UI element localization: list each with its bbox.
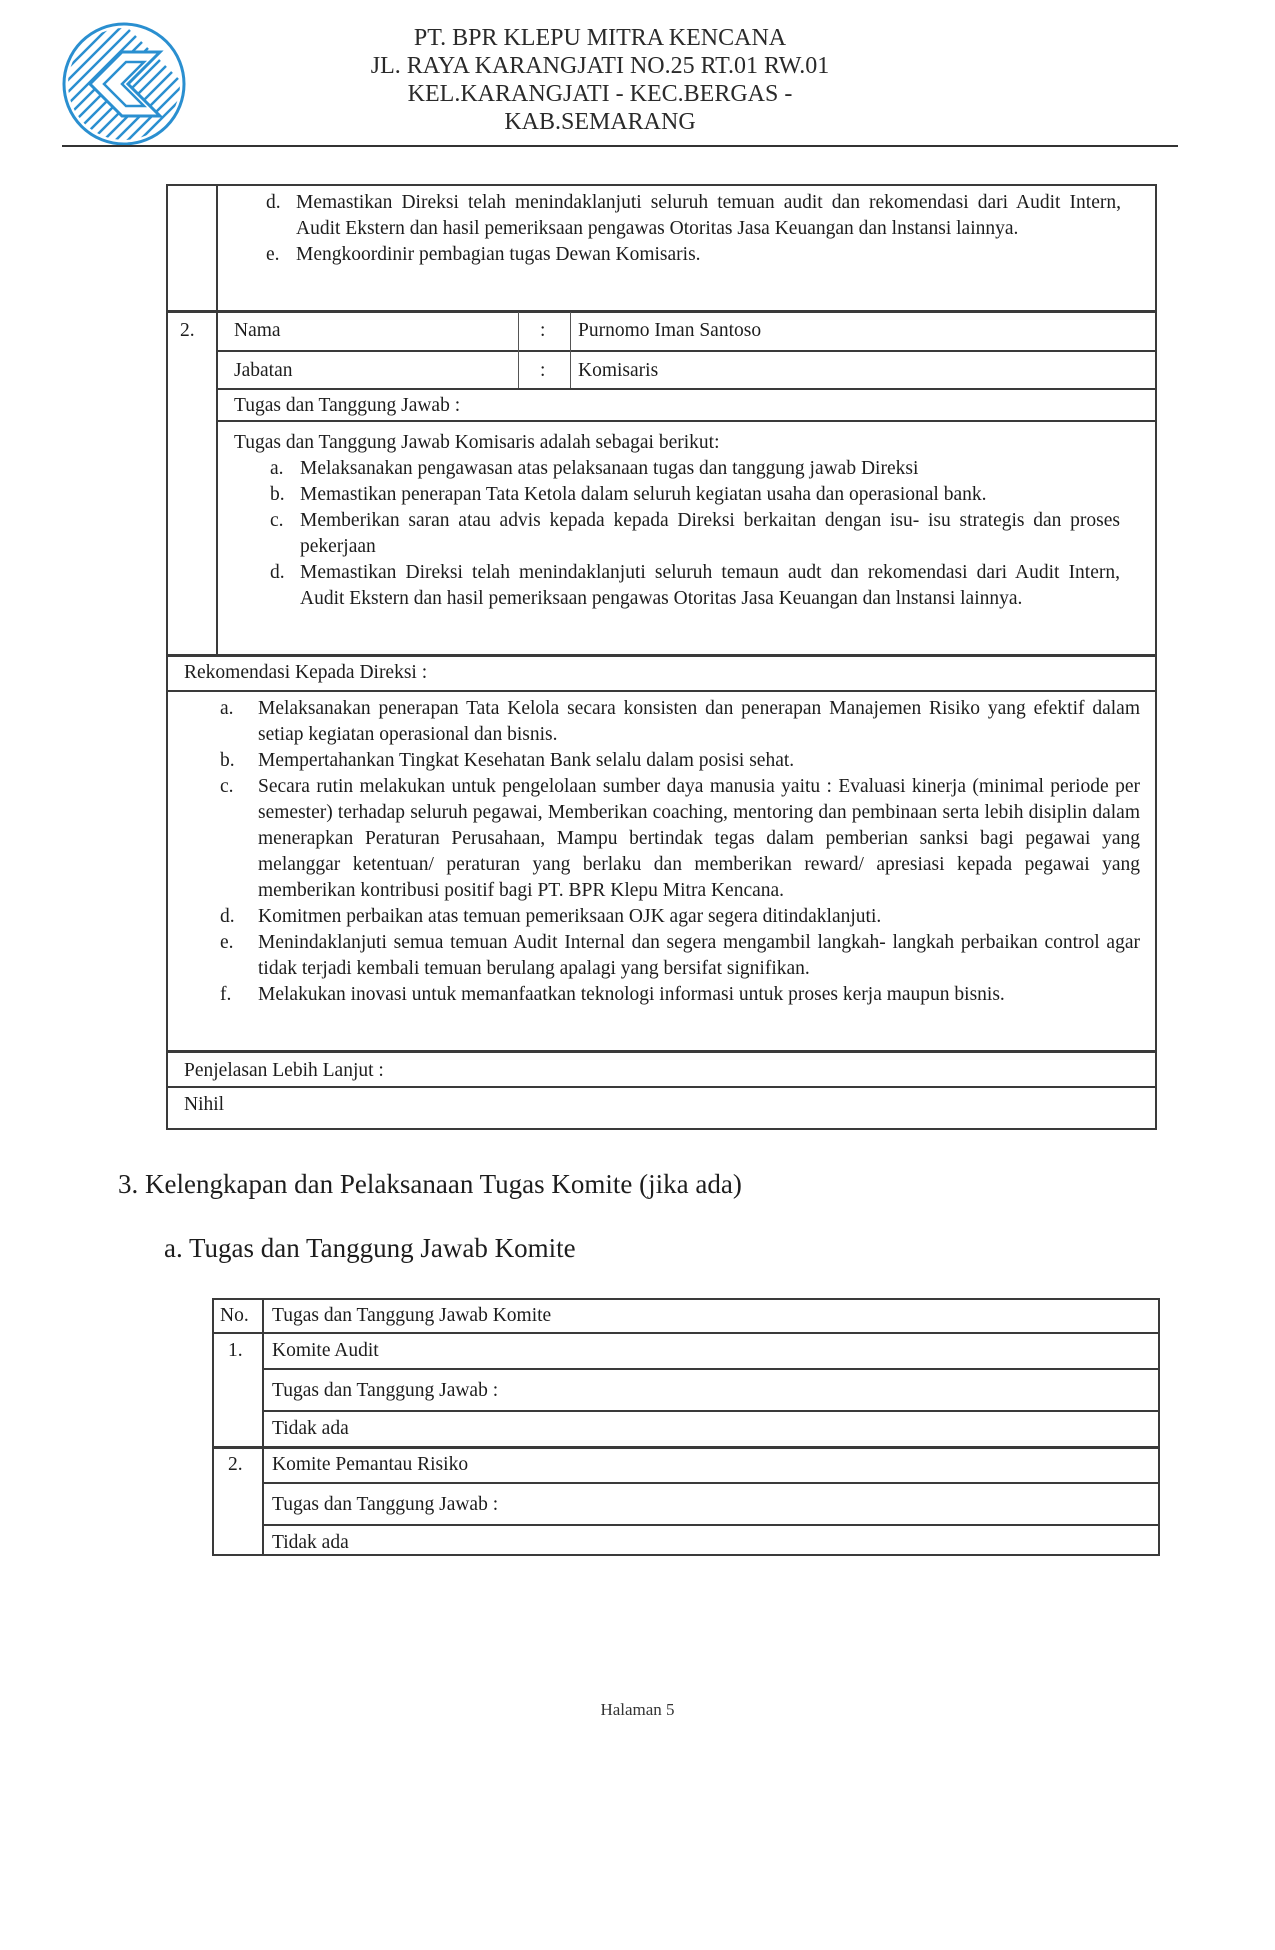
item-marker: d. (266, 192, 281, 213)
address-line-1: JL. RAYA KARANGJATI NO.25 RT.01 RW.01 (370, 53, 830, 79)
table-header-no: No. (220, 1305, 249, 1326)
row-divider (262, 1482, 1160, 1484)
section-3-title: 3. Kelengkapan dan Pelaksanaan Tugas Komite (jika ada) (118, 1169, 742, 1199)
column-divider (570, 312, 571, 388)
row-divider (262, 1524, 1160, 1526)
item-text: Memastikan Direksi telah menindaklanjuti seluruh temuan audit dan rekomendasi dari Audit Intern, Audit Ekstern dan hasil pemeriksaan pengawas Otoritas Jasa Keuangan dan lnstansi lainnya. (296, 192, 1121, 239)
item-text: Melakukan inovasi untuk memanfaatkan teknologi informasi untuk proses kerja maupun bisnis. (258, 984, 1005, 1005)
committee-duties-label: Tugas dan Tanggung Jawab : (272, 1494, 499, 1515)
recommendations-list (220, 696, 1140, 1008)
row-number: 1. (228, 1340, 243, 1361)
table-header-title: Tugas dan Tanggung Jawab Komite (272, 1305, 552, 1326)
row-divider (262, 1410, 1160, 1412)
item-marker: b. (220, 750, 235, 771)
jabatan-value: Komisaris (578, 360, 659, 381)
name-value: Purnomo Iman Santoso (578, 320, 762, 341)
page-number: Halaman 5 (600, 1700, 675, 1719)
company-name: PT. BPR KLEPU MITRA KENCANA (413, 25, 787, 51)
list-item (270, 508, 1120, 560)
number-column-divider (216, 184, 218, 654)
committee-name: Komite Audit (272, 1340, 379, 1361)
row-divider (166, 1086, 1157, 1088)
jabatan-colon: : (540, 360, 546, 381)
row-number: 2. (228, 1454, 243, 1475)
list-item (266, 190, 1121, 242)
duties-intro: Tugas dan Tanggung Jawab Komisaris adalah sebagai berikut: (234, 432, 720, 453)
address-line-3: KAB.SEMARANG (504, 109, 696, 135)
item-text: Memberikan saran atau advis kepada kepada Direksi berkaitan dengan isu- isu strategis dan proses pekerjaan (300, 510, 1120, 557)
section-3a-subtitle: a. Tugas dan Tanggung Jawab Komite (164, 1233, 576, 1263)
committee-duties-value: Tidak ada (272, 1532, 349, 1553)
list-item (220, 982, 1140, 1008)
list-item (270, 482, 1120, 508)
jabatan-label: Jabatan (234, 360, 293, 381)
row-divider (212, 1446, 1160, 1449)
list-item (220, 774, 1140, 904)
item-marker: a. (270, 458, 284, 479)
no-column-divider (262, 1298, 264, 1556)
item-text: Komitmen perbaikan atas temuan pemeriksaan OJK agar segera ditindaklanjuti. (258, 906, 882, 927)
section-divider (166, 654, 1157, 657)
item-marker: d. (270, 562, 285, 583)
list-item (270, 560, 1120, 612)
list-item (220, 930, 1140, 982)
table-header-divider (212, 1332, 1160, 1334)
section-divider (166, 1050, 1157, 1053)
member-number: 2. (180, 320, 195, 341)
list-item (270, 456, 1120, 482)
item-text: Memastikan penerapan Tata Ketola dalam seluruh kegiatan usaha dan operasional bank. (300, 484, 987, 505)
header-rule (62, 145, 1178, 147)
list-item (220, 904, 1140, 930)
duties-label: Tugas dan Tanggung Jawab : (234, 395, 461, 416)
duties-list (270, 456, 1120, 612)
row-divider (166, 310, 1157, 313)
item-text: Menindaklanjuti semua temuan Audit Internal dan segera mengambil langkah- langkah perbaikan control agar tidak terjadi kembali temuan berulang apalagi yang bersifat signifikan. (258, 932, 1140, 979)
row-divider (216, 388, 1157, 390)
item-text: Mempertahankan Tingkat Kesehatan Bank selalu dalam posisi sehat. (258, 750, 795, 771)
item-marker: b. (270, 484, 285, 505)
list-item (220, 696, 1140, 748)
column-divider (518, 312, 519, 388)
item-text: Melaksanakan pengawasan atas pelaksanaan tugas dan tanggung jawab Direksi (300, 458, 919, 479)
committee-name: Komite Pemantau Risiko (272, 1454, 469, 1475)
item-marker: c. (270, 510, 284, 531)
top-items (266, 190, 1121, 268)
address-line-2: KEL.KARANGJATI - KEC.BERGAS - (407, 81, 793, 107)
name-label: Nama (234, 320, 281, 341)
row-divider (262, 1368, 1160, 1370)
item-text: Mengkoordinir pembagian tugas Dewan Komisaris. (296, 244, 701, 265)
item-marker: c. (220, 776, 234, 797)
row-divider (166, 690, 1157, 692)
row-divider (216, 420, 1157, 422)
item-marker: d. (220, 906, 235, 927)
item-marker: e. (266, 244, 280, 265)
company-header (0, 24, 1200, 136)
recommendations-label: Rekomendasi Kepada Direksi : (184, 662, 428, 683)
item-marker: f. (220, 984, 232, 1005)
row-divider (216, 350, 1157, 352)
item-marker: e. (220, 932, 234, 953)
explanation-value: Nihil (184, 1094, 225, 1115)
item-marker: a. (220, 698, 234, 719)
list-item (266, 242, 1121, 268)
item-text: Memastikan Direksi telah menindaklanjuti seluruh temaun audt dan rekomendasi dari Audit Intern, Audit Ekstern dan hasil pemeriksaan pengawas Otoritas Jasa Keuangan dan lnstansi lainnya. (300, 562, 1120, 609)
list-item (220, 748, 1140, 774)
committee-duties-label: Tugas dan Tanggung Jawab : (272, 1380, 499, 1401)
item-text: Secara rutin melakukan untuk pengelolaan sumber daya manusia yaitu : Evaluasi kinerja (minimal periode per semester) terhadap seluruh pegawai, Memberikan coaching, mentoring dan pembinaan serta lebih disiplin dalam menerapkan Peraturan Perusahaan, Mampu bertindak tegas dalam pemberian sanksi bagi pegawai yang melanggar ketentuan/ peraturan yang berlaku dan memberikan reward/ apresiasi kepada pegawai yang memberikan kontribusi positif bagi PT. BPR Klepu Mitra Kencana. (258, 776, 1140, 901)
committee-duties-value: Tidak ada (272, 1418, 349, 1439)
explanation-label: Penjelasan Lebih Lanjut : (184, 1060, 384, 1081)
item-text: Melaksanakan penerapan Tata Kelola secara konsisten dan penerapan Manajemen Risiko yang efektif dalam setiap kegiatan operasional dan bisnis. (258, 698, 1140, 745)
name-colon: : (540, 320, 546, 341)
